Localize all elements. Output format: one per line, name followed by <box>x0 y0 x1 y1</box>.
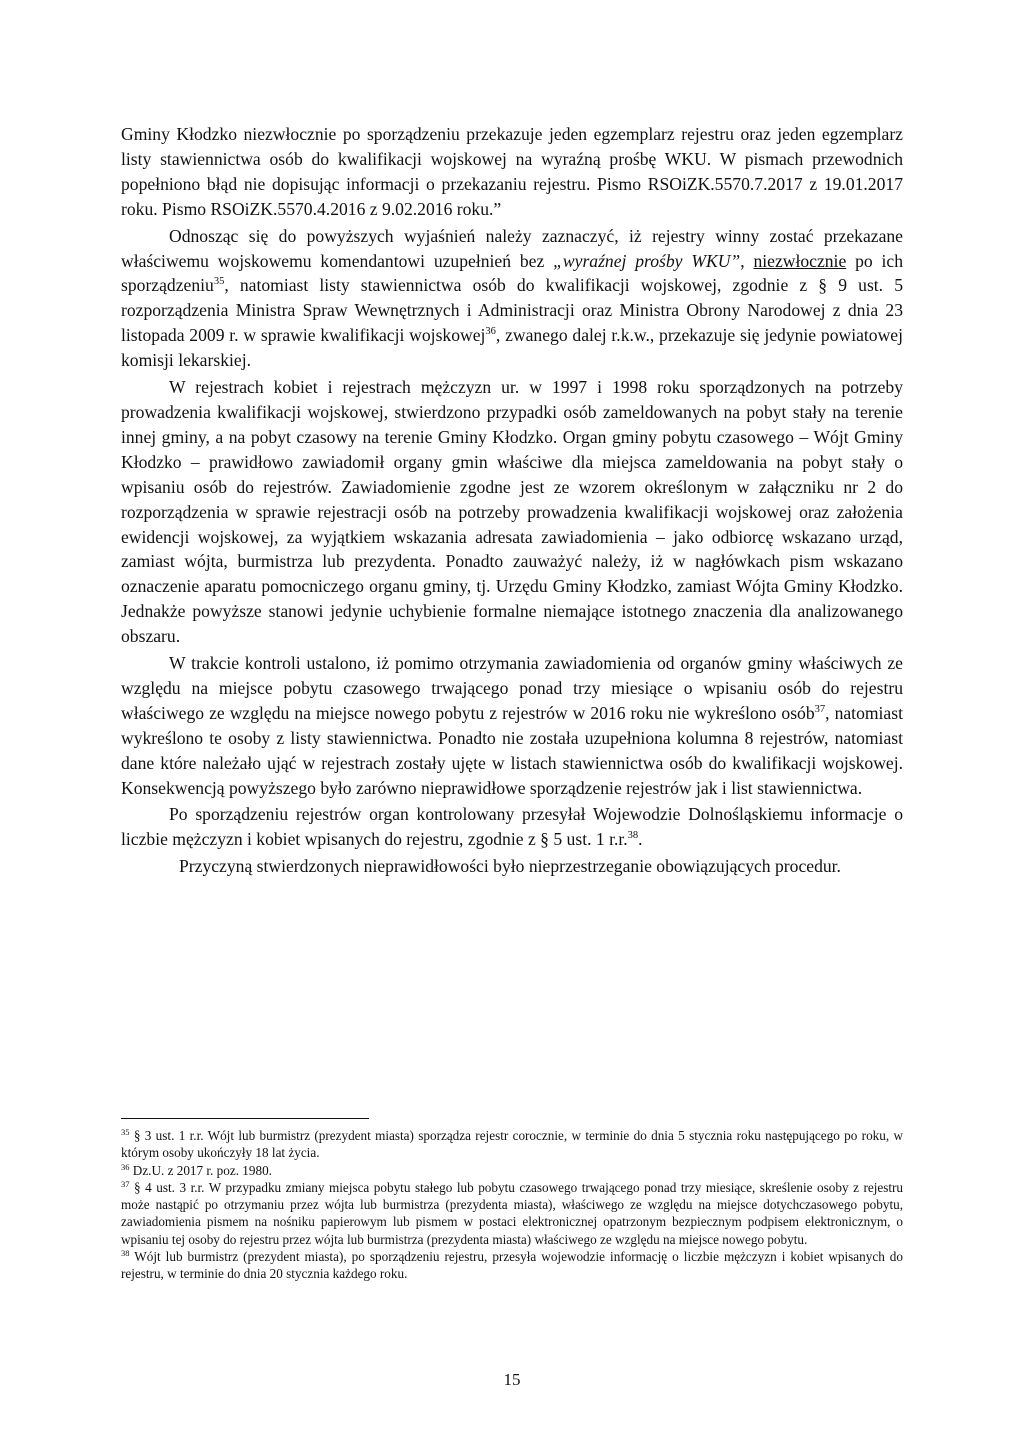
paragraph-2 <box>121 224 903 373</box>
footnote-36 <box>121 1162 903 1179</box>
footnote-ref-36[interactable]: 36 <box>485 326 496 338</box>
footnote-number: 37 <box>121 1178 130 1189</box>
paragraph-2-text-b: , <box>740 250 754 271</box>
paragraph-4-text-b: , natomiast wykreślono te osoby z listy stawiennictwa. Ponadto nie została uzupełniona kolumna 8 rejestrów, natomiast dane które należało ująć w rejestrach zostały ujęte w listach stawiennictwa osób do kwalifikacji wojskowej. Konsekwencją powyższego było zarówno nieprawidłowe sporządzenie rejestrów jak i list stawiennictwa. <box>121 702 903 798</box>
footnote-text: § 4 ust. 3 r.r. W przypadku zmiany miejsca pobytu stałego lub pobytu czasowego trwającego ponad trzy miesiące, skreślenie osoby z rejestru może nastąpić po otrzymaniu przez wójta lub burmistrza (prezydenta miasta), właściwego ze względu na miejsce dotychczasowego pobytu, zawiadomienia pismem na nośniku papierowym lub pismem w postaci elektronicznej opatrzonym bezpiecznym podpisem elektronicznym, o wpisaniu tej osoby do rejestru przez wójta lub burmistrza (prezydenta miasta) właściwego ze względu na miejsce nowego pobytu. <box>121 1179 903 1247</box>
footnote-number: 36 <box>121 1161 130 1172</box>
footnote-separator <box>121 1118 369 1119</box>
paragraph-5-text-a: Po sporządzeniu rejestrów organ kontrolowany przesyłał Wojewodzie Dolnośląskiemu informacje o liczbie mężczyzn i kobiet wpisanych do rejestru, zgodnie z § 5 ust. 1 r.r. <box>121 804 903 850</box>
footnote-ref-38[interactable]: 38 <box>627 830 639 842</box>
paragraph-4-text-a: W trakcie kontroli ustalono, iż pomimo otrzymania zawiadomienia od organów gminy właściwych ze względu na miejsce pobytu czasowego trwającego ponad trzy miesiące o wpisaniu osób do rejestru właściwego ze względu na miejsce nowego pobytu z rejestrów w 2016 roku nie wykreślono osób <box>121 653 903 723</box>
footnote-text: § 3 ust. 1 r.r. Wójt lub burmistrz (prezydent miasta) sporządza rejestr corocznie, w terminie do dnia 5 stycznia roku następującego po roku, w którym osoby ukończyły 18 lat życia. <box>121 1128 903 1161</box>
underlined-word: niezwłocznie <box>753 250 847 271</box>
paragraph-2-text-d: , natomiast listy stawiennictwa osób do kwalifikacji wojskowej, zgodnie z § 9 ust. 5 rozporządzenia Ministra Spraw Wewnętrznych i Administracji oraz Ministra Obrony Narodowej z dnia 23 listopada 2009 r. w sprawie kwalifikacji wojskowej <box>121 275 903 346</box>
paragraph-5 <box>121 802 903 852</box>
paragraph-2-text-e: , zwanego dalej r.k.w., przekazuje się jedynie powiatowej komisji lekarskiej. <box>121 325 903 371</box>
footnote-text: Wójt lub burmistrz (prezydent miasta), po sporządzeniu rejestru, przesyła wojewodzie informację o liczbie mężczyzn i kobiet wpisanych do rejestru, w terminie do dnia 20 stycznia każdego roku. <box>121 1249 903 1282</box>
quoted-phrase: „wyraźnej prośby WKU” <box>553 250 741 271</box>
paragraph-6 <box>121 854 903 879</box>
paragraph-3 <box>121 375 903 649</box>
footnotes <box>121 1127 903 1283</box>
footnote-number: 35 <box>121 1127 130 1137</box>
footnote-ref-35[interactable]: 35 <box>213 276 225 288</box>
footnote-38 <box>121 1248 903 1283</box>
footnote-ref-37[interactable]: 37 <box>814 703 826 715</box>
footnote-35 <box>121 1127 903 1162</box>
footnote-text: Dz.U. z 2017 r. poz. 1980. <box>129 1162 272 1178</box>
footnote-number: 38 <box>121 1248 130 1259</box>
paragraph-2-text-a: Odnosząc się do powyższych wyjaśnień należy zaznaczyć, iż rejestry winny zostać przekazane właściwemu wojskowemu komendantowi uzupełnień bez <box>121 225 903 271</box>
paragraph-3-text: W rejestrach kobiet i rejestrach mężczyzn ur. w 1997 i 1998 roku sporządzonych na potrzeby prowadzenia kwalifikacji wojskowej, stwierdzono przypadki osób zameldowanych na pobyt stały na terenie innej gminy, a na pobyt czasowy na terenie Gminy Kłodzko. Organ gminy pobytu czasowego – Wójt Gminy Kłodzko – prawidłowo zawiadomił organy gmin właściwe dla miejsca zameldowania na pobyt stały o wpisaniu osób do rejestrów. Zawiadomienie zgodne jest ze wzorem określonym w załączniku nr 2 do rozporządzenia w sprawie rejestracji osób na potrzeby prowadzenia kwalifikacji wojskowej oraz założenia ewidencji wojskowej, za wyjątkiem wskazania adresata zawiadomienia – jako odbiorcę wskazano urząd, zamiast wójta, burmistrza lub prezydenta. Ponadto zauważyć należy, iż w nagłówkach pism wskazano oznaczenie aparatu pomocniczego organu gminy, tj. Urzędu Gminy Kłodzko, zamiast Wójta Gminy Kłodzko. Jednakże powyższe stanowi jedynie uchybienie formalne niemające istotnego znaczenia dla analizowanego obszaru. <box>121 377 903 647</box>
footnote-37 <box>121 1179 903 1248</box>
paragraph-4 <box>121 651 903 800</box>
page-number: 15 <box>503 1370 521 1389</box>
paragraph-2-text-c: po ich sporządzeniu <box>121 250 904 296</box>
paragraph-6-text: Przyczyną stwierdzonych nieprawidłowości było nieprzestrzeganie obowiązujących procedur. <box>179 856 841 877</box>
paragraph-5-text-b: . <box>638 829 643 850</box>
paragraph-1 <box>121 122 903 222</box>
paragraph-1-text: Gminy Kłodzko niezwłocznie po sporządzeniu przekazuje jeden egzemplarz rejestru oraz jeden egzemplarz listy stawiennictwa osób do kwalifikacji wojskowej na wyraźną prośbę WKU. W pismach przewodnich popełniono błąd nie dopisując informacji o przekazaniu rejestru. Pismo RSOiZK.5570.7.2017 z 19.01.2017 roku. Pismo RSOiZK.5570.4.2016 z 9.02.2016 roku.” <box>121 124 903 219</box>
main-text <box>121 122 903 881</box>
